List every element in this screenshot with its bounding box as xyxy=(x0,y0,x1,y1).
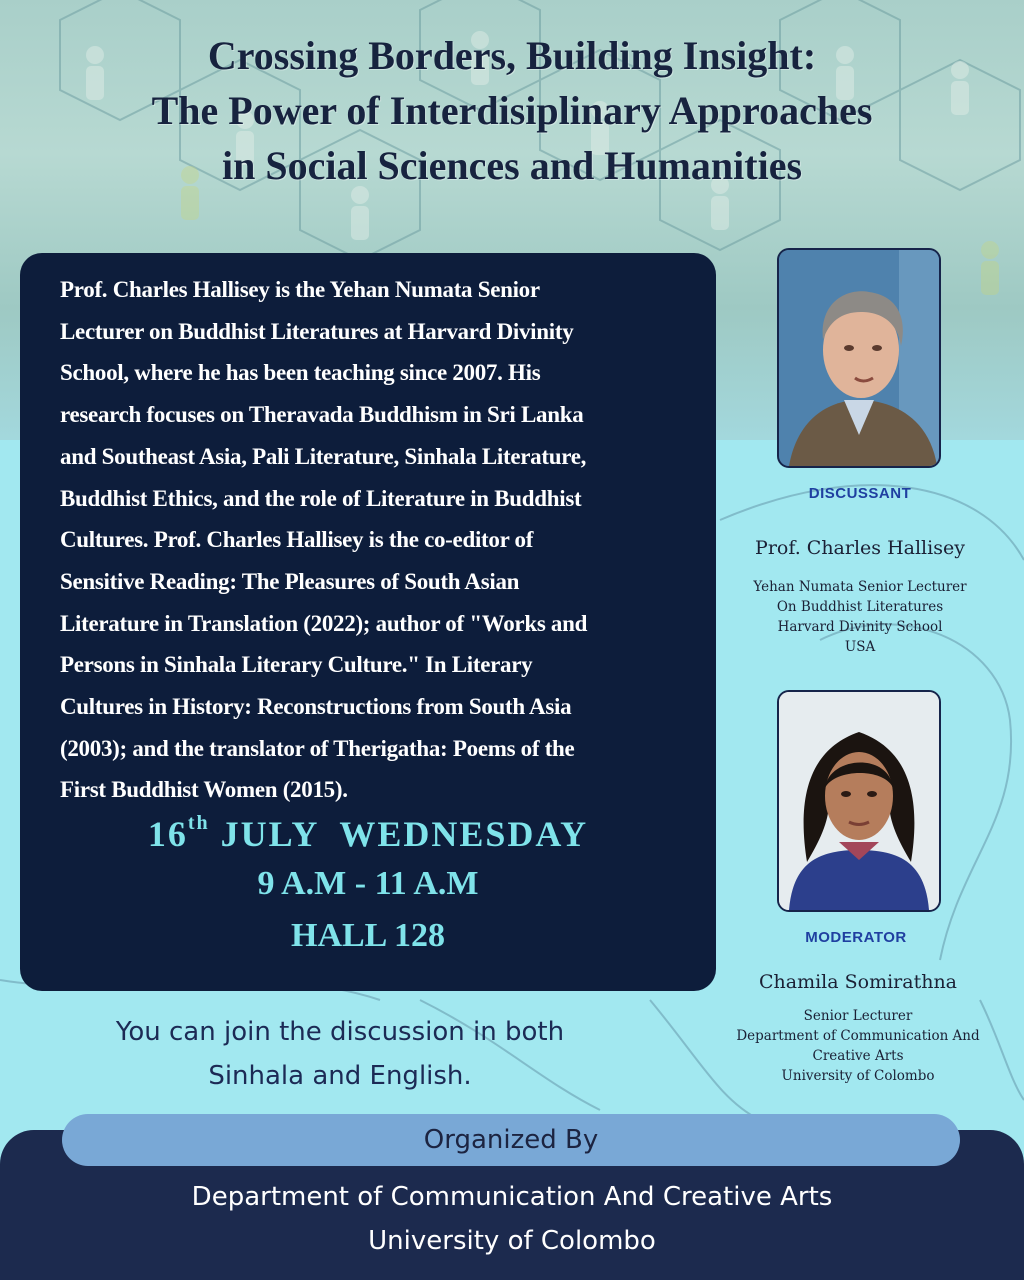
event-day: 16 xyxy=(147,814,188,854)
organizer-department: Department of Communication And Creative Arts xyxy=(191,1182,833,1212)
bio-line: Literature in Translation (2022); author of "Works and xyxy=(60,610,588,636)
title-line-2: The Power of Interdisiplinary Approaches xyxy=(151,88,873,133)
discussant-affiliation xyxy=(730,577,990,657)
event-venue: HALL 128 xyxy=(291,917,445,954)
moderator-portrait-graphic xyxy=(779,692,939,910)
bio-line: and Southeast Asia, Pali Literature, Sinhala Literature, xyxy=(60,443,587,469)
bio-panel xyxy=(20,253,716,991)
bio-line: Prof. Charles Hallisey is the Yehan Numata Senior xyxy=(60,277,540,302)
moderator-name: Chamila Somirathna xyxy=(758,971,958,993)
title-line-3: in Social Sciences and Humanities xyxy=(221,143,803,188)
title-line-1: Crossing Borders, Building Insight: xyxy=(207,33,817,78)
bio-line: (2003); and the translator of Therigatha: Poems of the xyxy=(60,735,575,761)
bio-line: Lecturer on Buddhist Literatures at Harvard Divinity xyxy=(60,318,574,344)
bio-line: Sensitive Reading: The Pleasures of South Asian xyxy=(60,568,520,594)
discussant-portrait-graphic xyxy=(779,250,939,466)
discussant-name: Prof. Charles Hallisey xyxy=(755,537,965,559)
moderator-affiliation xyxy=(718,1006,998,1086)
poster-title xyxy=(40,28,984,193)
bio-line: Buddhist Ethics, and the role of Literature in Buddhist xyxy=(60,485,582,511)
affiliation-line: On Buddhist Literatures xyxy=(776,599,944,615)
affiliation-line: Senior Lecturer xyxy=(803,1008,913,1024)
language-note-line-2: Sinhala and English. xyxy=(208,1061,472,1091)
moderator-photo xyxy=(777,690,941,912)
bio-line: research focuses on Theravada Buddhism in Sri Lanka xyxy=(60,402,584,428)
affiliation-line: USA xyxy=(844,639,876,655)
bio-line: Cultures in History: Reconstructions from South Asia xyxy=(60,694,572,720)
bio-line: Cultures. Prof. Charles Hallisey is the co-editor of xyxy=(60,527,534,553)
language-note-line-1: You can join the discussion in both xyxy=(115,1017,565,1047)
bio-text xyxy=(60,269,690,811)
event-time: 9 A.M - 11 A.M xyxy=(257,865,479,902)
bio-line: Persons in Sinhala Literary Culture." In Literary xyxy=(60,652,533,678)
event-date-rest: JULY WEDNESDAY xyxy=(209,814,589,854)
affiliation-line: Department of Communication And xyxy=(736,1028,980,1044)
bio-line: School, where he has been teaching since 2007. His xyxy=(60,360,541,386)
affiliation-line: Harvard Divinity School xyxy=(777,619,943,635)
affiliation-line: Yehan Numata Senior Lecturer xyxy=(753,579,967,595)
event-day-suffix: th xyxy=(187,812,210,834)
language-note xyxy=(60,1010,620,1098)
organizer-university: University of Colombo xyxy=(368,1226,656,1256)
discussant-role-label: DISCUSSANT xyxy=(808,485,912,502)
organized-by-label: Organized By xyxy=(62,1114,960,1166)
moderator-role-label: MODERATOR xyxy=(805,929,907,946)
affiliation-line: Creative Arts xyxy=(812,1048,904,1064)
event-date xyxy=(20,813,716,855)
bio-line: First Buddhist Women (2015). xyxy=(60,777,348,803)
affiliation-line: University of Colombo xyxy=(781,1068,935,1084)
discussant-photo xyxy=(777,248,941,468)
